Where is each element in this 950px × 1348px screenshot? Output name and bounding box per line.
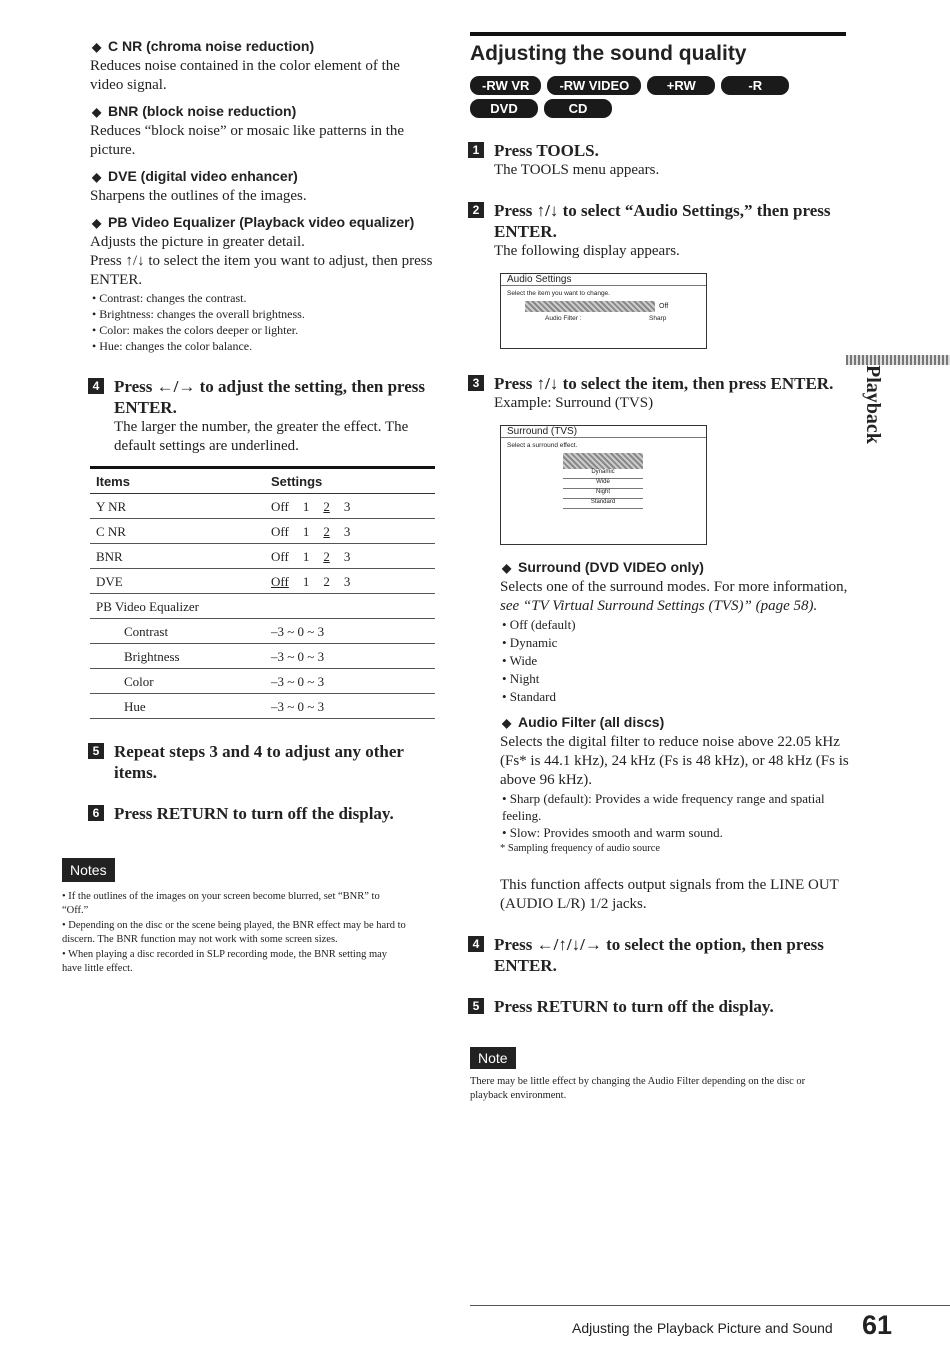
item-cell: DVE xyxy=(90,569,265,594)
table-subrow xyxy=(90,644,435,669)
bullet: • Off (default) xyxy=(502,617,576,632)
setting-option: Off xyxy=(271,549,289,564)
option-heading: BNR (block noise reduction) xyxy=(108,103,297,119)
item-cell: Hue xyxy=(90,694,265,719)
item-cell: Brightness xyxy=(90,644,265,669)
highlight-bar xyxy=(563,453,643,469)
option-heading: Audio Filter (all discs) xyxy=(518,714,665,730)
step-number: 5 xyxy=(88,743,104,759)
step-5-right xyxy=(470,996,850,1017)
step-2 xyxy=(470,200,850,349)
table-row xyxy=(90,544,435,569)
step-title: Press ↑/↓ to select “Audio Settings,” then press ENTER. xyxy=(494,201,831,241)
screen-instruction: Select the item you want to change. xyxy=(507,290,610,297)
screen-header: Audio Settings xyxy=(501,274,706,286)
step-body: Example: Surround (TVS) xyxy=(494,395,654,411)
step-number: 6 xyxy=(88,805,104,821)
left-column xyxy=(62,30,435,977)
step-5 xyxy=(90,741,435,783)
notes-label: Notes xyxy=(62,858,115,882)
bullet: • Night xyxy=(502,671,540,686)
option-pb-video-equalizer xyxy=(90,214,435,354)
setting-option: 3 xyxy=(343,499,351,514)
setting-value: Off xyxy=(659,303,669,310)
side-tab-label: Playback xyxy=(862,365,884,444)
highlight-bar xyxy=(525,301,655,312)
page-reference: see “TV Virtual Surround Settings (TVS)” (page 58). xyxy=(500,598,818,614)
option-dve xyxy=(90,168,435,206)
option-text-2: Press ↑/↓ to select the item you want to adjust, then press ENTER. xyxy=(90,253,433,288)
step-title: Press TOOLS. xyxy=(494,141,599,160)
bullet: • Contrast: changes the contrast. xyxy=(92,291,247,305)
item-cell: BNR xyxy=(90,544,265,569)
step-number: 3 xyxy=(468,375,484,391)
option-text: This function affects output signals from the LINE OUT (AUDIO L/R) 1/2 jacks. xyxy=(500,877,839,912)
table-row xyxy=(90,569,435,594)
step-title: Press RETURN to turn off the display. xyxy=(114,804,394,823)
step-number: 2 xyxy=(468,202,484,218)
bullet-list xyxy=(500,616,850,706)
setting-option: Off xyxy=(271,574,289,589)
setting-option: 3 xyxy=(343,574,351,589)
step-title: Press ↑/↓ to select the item, then press ENTER. xyxy=(494,374,834,393)
table-row xyxy=(90,494,435,519)
note-label: Note xyxy=(470,1047,516,1069)
step-1 xyxy=(470,140,850,180)
table-subrow xyxy=(90,619,435,644)
item-cell: Color xyxy=(90,669,265,694)
step-body: The larger the number, the greater the effect. The default settings are underlined. xyxy=(114,419,409,454)
column-header: Items xyxy=(90,468,265,494)
range-cell: –3 ~ 0 ~ 3 xyxy=(265,694,435,719)
setting-option: 3 xyxy=(343,549,351,564)
screen-option: Wide xyxy=(563,479,643,489)
page-footer xyxy=(470,1305,950,1340)
setting-option: 1 xyxy=(302,549,310,564)
setting-option: 2 xyxy=(323,524,330,539)
settings-cell xyxy=(265,544,435,569)
section-title: Adjusting the sound quality xyxy=(470,32,846,66)
disc-badge: -RW VR xyxy=(470,76,541,95)
bullet-list xyxy=(500,790,850,841)
tab-pattern xyxy=(846,355,950,365)
column-header: Settings xyxy=(265,468,435,494)
note-text: There may be little effect by changing the Audio Filter depending on the disc or playback environment. xyxy=(470,1076,806,1101)
diamond-icon: ◆ xyxy=(92,40,102,54)
bullet-list xyxy=(90,290,435,354)
setting-option: 2 xyxy=(323,574,330,589)
option-heading: DVE (digital video enhancer) xyxy=(108,168,298,184)
disc-badge: -R xyxy=(721,76,789,95)
setting-value: Sharp xyxy=(649,315,667,322)
option-cnr xyxy=(90,38,435,95)
item-cell: Contrast xyxy=(90,619,265,644)
table-subrow xyxy=(90,669,435,694)
step-title: Press ←/↑/↓/→ to select the option, then press ENTER. xyxy=(494,935,824,975)
range-cell: –3 ~ 0 ~ 3 xyxy=(265,619,435,644)
bullet: • Dynamic xyxy=(502,635,558,650)
step-6 xyxy=(90,803,435,824)
page-number: 61 xyxy=(862,1310,893,1340)
step-title: Repeat steps 3 and 4 to adjust any other items. xyxy=(114,742,404,782)
step-number: 5 xyxy=(468,998,484,1014)
setting-option: 2 xyxy=(323,549,330,564)
setting-option: 2 xyxy=(323,499,330,514)
step-4-right xyxy=(470,934,850,976)
step-number: 1 xyxy=(468,142,484,158)
setting-option: Off xyxy=(271,524,289,539)
option-text: Selects the digital filter to reduce noise above 22.05 kHz (Fs* is 44.1 kHz), 24 kHz (Fs is 48 kHz), or 48 kHz (Fs is above 96 kHz). xyxy=(500,734,849,788)
footnote: * Sampling frequency of audio source xyxy=(500,843,661,854)
step-title: Press ←/→ to adjust the setting, then press ENTER. xyxy=(114,377,426,417)
note-item: • When playing a disc recorded in SLP recording mode, the BNR setting may have little effect. xyxy=(62,949,388,974)
step-3 xyxy=(470,373,850,545)
item-cell: C NR xyxy=(90,519,265,544)
option-text: Selects one of the surround modes. For more information, xyxy=(500,579,848,595)
option-text: Sharpens the outlines of the images. xyxy=(90,188,307,204)
option-heading: PB Video Equalizer (Playback video equalizer) xyxy=(108,214,415,230)
step-4 xyxy=(90,376,435,456)
settings-cell xyxy=(265,519,435,544)
option-bnr xyxy=(90,103,435,160)
table-row xyxy=(90,519,435,544)
table-group-row xyxy=(90,594,435,619)
bullet: • Standard xyxy=(502,689,557,704)
item-cell: Y NR xyxy=(90,494,265,519)
bullet: • Slow: Provides smooth and warm sound. xyxy=(502,825,723,840)
bullet: • Sharp (default): Provides a wide frequency range and spatial feeling. xyxy=(502,791,825,823)
note-item: • Depending on the disc or the scene being played, the BNR effect may be hard to discern. The BNR function may not work with some screen sizes. xyxy=(62,920,406,945)
surround-info xyxy=(500,559,850,914)
setting-option: 1 xyxy=(302,499,310,514)
diamond-icon: ◆ xyxy=(502,716,512,730)
step-number: 4 xyxy=(468,936,484,952)
screen-header: Surround (TVS) xyxy=(501,426,706,438)
diamond-icon: ◆ xyxy=(92,170,102,184)
playback-side-tab xyxy=(846,355,950,447)
setting-option: 1 xyxy=(302,574,310,589)
audio-settings-screen xyxy=(500,273,707,349)
bullet: • Hue: changes the color balance. xyxy=(92,339,253,353)
screen-option: Night xyxy=(563,489,643,499)
option-text: Reduces noise contained in the color element of the video signal. xyxy=(90,58,400,93)
range-cell: –3 ~ 0 ~ 3 xyxy=(265,644,435,669)
range-cell: –3 ~ 0 ~ 3 xyxy=(265,669,435,694)
option-heading: C NR (chroma noise reduction) xyxy=(108,38,315,54)
step-title: Press RETURN to turn off the display. xyxy=(494,997,774,1016)
step-body: The following display appears. xyxy=(494,243,680,259)
settings-cell xyxy=(265,494,435,519)
disc-badge: +RW xyxy=(647,76,715,95)
setting-option: 3 xyxy=(343,524,351,539)
screen-option: Standard xyxy=(563,499,643,509)
settings-cell xyxy=(265,569,435,594)
notes-list xyxy=(62,890,407,975)
group-cell: PB Video Equalizer xyxy=(90,594,435,619)
disc-badge: CD xyxy=(544,99,612,118)
bullet: • Color: makes the colors deeper or lighter. xyxy=(92,323,299,337)
setting-option: 1 xyxy=(302,524,310,539)
disc-badge: -RW VIDEO xyxy=(547,76,641,95)
option-text: Adjusts the picture in greater detail. xyxy=(90,234,305,250)
bullet: • Brightness: changes the overall brightness. xyxy=(92,307,305,321)
screen-option: Dynamic xyxy=(563,469,643,479)
diamond-icon: ◆ xyxy=(92,105,102,119)
bullet: • Wide xyxy=(502,653,538,668)
diamond-icon: ◆ xyxy=(92,216,102,230)
settings-table xyxy=(90,466,435,719)
table-subrow xyxy=(90,694,435,719)
step-body: The TOOLS menu appears. xyxy=(494,162,660,178)
screen-instruction: Select a surround effect. xyxy=(507,442,578,449)
option-heading: Surround (DVD VIDEO only) xyxy=(518,559,704,575)
disc-badge: DVD xyxy=(470,99,538,118)
option-text: Reduces “block noise” or mosaic like patterns in the picture. xyxy=(90,123,405,158)
step-number: 4 xyxy=(88,378,104,394)
note-item: • If the outlines of the images on your screen become blurred, set “BNR” to “Off.” xyxy=(62,891,380,916)
right-column xyxy=(470,30,850,1103)
footer-text: Adjusting the Playback Picture and Sound xyxy=(572,1320,833,1336)
surround-screen xyxy=(500,425,707,545)
setting-option: Off xyxy=(271,499,289,514)
diamond-icon: ◆ xyxy=(502,561,512,575)
disc-badges xyxy=(470,76,850,118)
setting-label: Audio Filter : xyxy=(545,315,582,322)
